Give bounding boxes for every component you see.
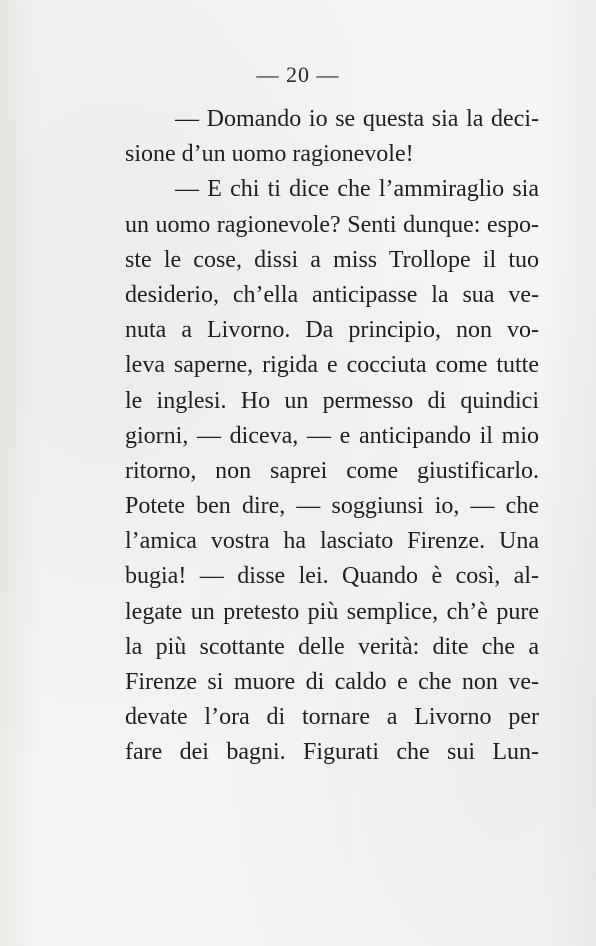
text-line: bugia! — disse lei. Quando è così, al-: [125, 563, 539, 590]
text-line: desiderio, ch’ella anticipasse la sua ve-: [125, 281, 539, 308]
text-line: leva saperne, rigida e cocciuta come tutte: [125, 352, 539, 379]
text-line: fare dei bagni. Figurati che sui Lun-: [125, 739, 539, 766]
text-line: devate l’ora di tornare a Livorno per: [125, 704, 539, 731]
text-line: ritorno, non saprei come giustificarlo.: [125, 457, 539, 484]
text-line: le inglesi. Ho un permesso di quindici: [125, 387, 539, 414]
body-text: [125, 102, 539, 771]
page-number: — 20 —: [256, 62, 340, 87]
text-line: — Domando io se questa sia la deci-: [175, 106, 539, 132]
text-line: l’amica vostra ha lasciato Firenze. Una: [125, 528, 539, 555]
text-line: un uomo ragionevole? Senti dunque: espo-: [125, 211, 539, 238]
text-line: ste le cose, dissi a miss Trollope il tuo: [125, 246, 539, 273]
text-line: sione d’un uomo ragionevole!: [125, 141, 414, 168]
text-line: legate un pretesto più semplice, ch’è pure: [125, 598, 539, 625]
text-line: la più scottante delle verità: dite che a: [125, 633, 539, 660]
text-line: nuta a Livorno. Da principio, non vo-: [125, 317, 539, 344]
text-line: — E chi ti dice che l’ammiraglio sia: [175, 176, 539, 203]
text-line: Firenze si muore di caldo e che non ve-: [125, 669, 539, 695]
text-line: Potete ben dire, — soggiunsi io, — che: [125, 493, 539, 520]
text-line: giorni, — diceva, — e anticipando il mio: [125, 422, 539, 449]
